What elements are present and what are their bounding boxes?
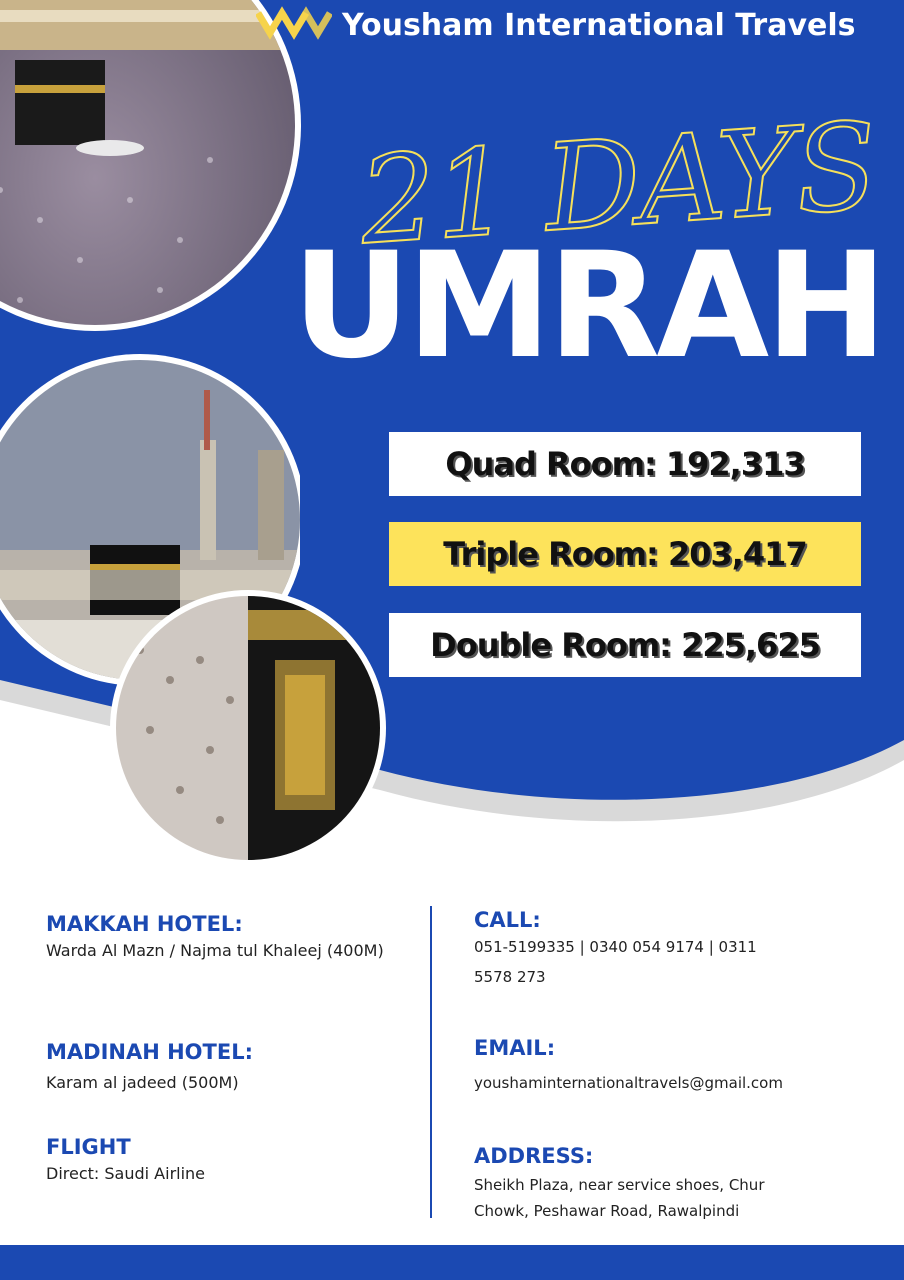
call-section [474, 908, 774, 992]
madinah-hotel-value: Karam al jadeed (500M) [46, 1073, 239, 1092]
email-section [474, 1036, 894, 1098]
package-title: UMRAH [292, 221, 884, 391]
kaaba-crowd-photo-top [0, 0, 310, 390]
email-heading: EMAIL: [474, 1036, 556, 1060]
flight-value: Direct: Saudi Airline [46, 1164, 206, 1183]
triple-room-price: Triple Room: 203,417 [389, 522, 861, 586]
makkah-hotel-section [46, 912, 416, 966]
flight-heading: FLIGHT [46, 1135, 131, 1159]
madinah-hotel-heading: MADINAH HOTEL: [46, 1040, 253, 1064]
column-divider [430, 906, 432, 1218]
makkah-hotel-heading: MAKKAH HOTEL: [46, 912, 243, 936]
flight-section [46, 1135, 416, 1189]
makkah-hotel-value: Warda Al Mazn / Najma tul Khaleej (400M) [46, 941, 384, 960]
brand-header [256, 0, 904, 50]
madinah-hotel-section [46, 1040, 416, 1098]
call-value[interactable]: 051-5199335 | 0340 054 9174 | 0311 5578 273 [474, 938, 757, 986]
address-value: Sheikh Plaza, near service shoes, Chur Chowk, Peshawar Road, Rawalpindi [474, 1176, 765, 1220]
email-value[interactable]: youshaminternationaltravels@gmail.com [474, 1074, 783, 1092]
double-chevron-logo-icon [256, 3, 332, 47]
kaaba-door-photo [110, 590, 386, 866]
brand-name: Yousham International Travels [342, 7, 856, 43]
address-section [474, 1144, 804, 1224]
footer-bar [0, 1245, 904, 1280]
call-heading: CALL: [474, 908, 541, 932]
address-heading: ADDRESS: [474, 1144, 594, 1168]
double-room-price: Double Room: 225,625 [389, 613, 861, 677]
quad-room-price: Quad Room: 192,313 [389, 432, 861, 496]
duration-title: 21 DAYS [355, 97, 881, 272]
